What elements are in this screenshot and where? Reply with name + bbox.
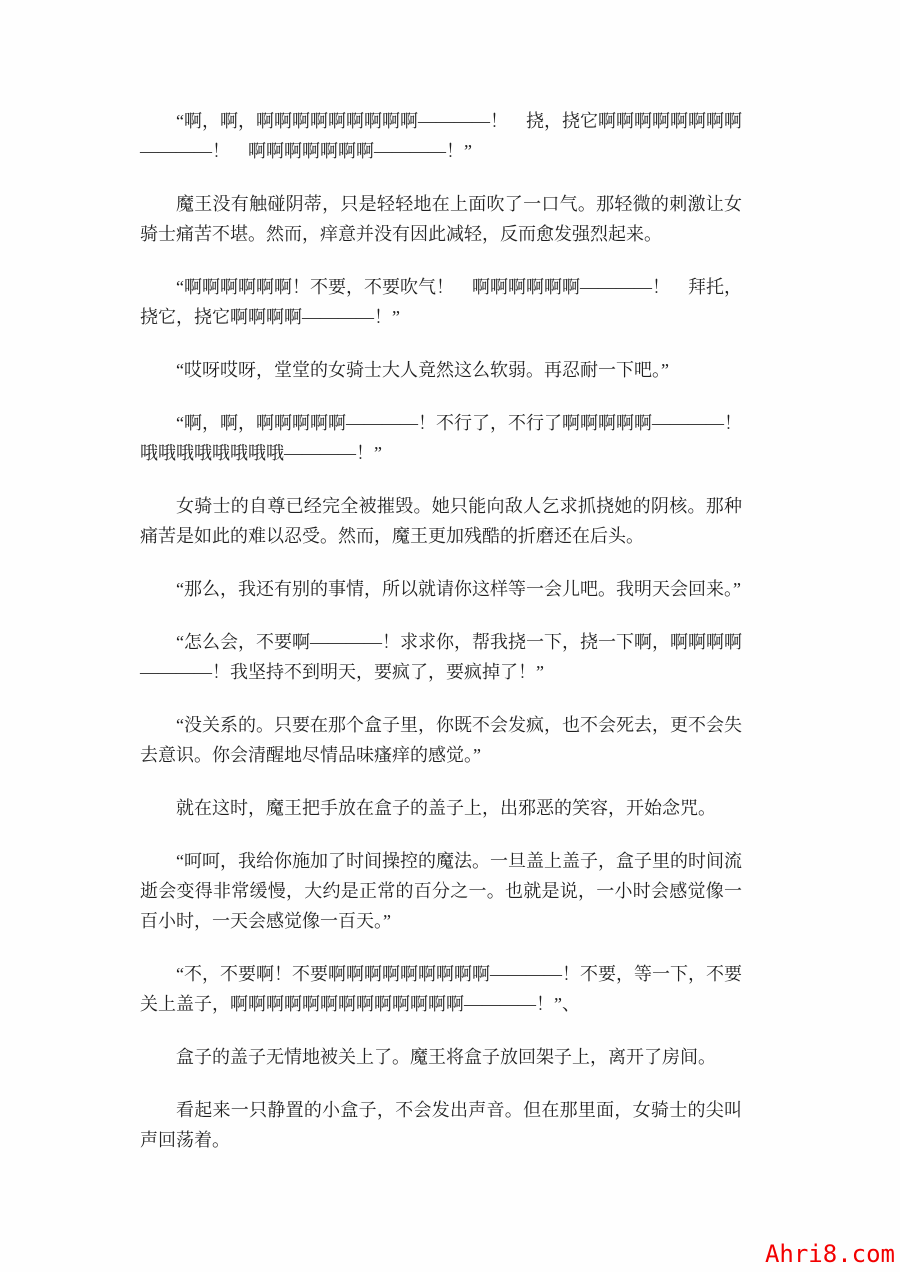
paragraph: 看起来一只静置的小盒子，不会发出声音。但在那里面，女骑士的尖叫声回荡着。 (140, 1100, 742, 1150)
paragraph: “那么，我还有别的事情，所以就请你这样等一会儿吧。我明天会回来。” (176, 579, 741, 599)
paragraph: 女骑士的自尊已经完全被摧毁。她只能向敌人乞求抓挠她的阴核。那种痛苦是如此的难以忍受。然而，魔王更加残酷的折磨还在后头。 (140, 496, 742, 546)
watermark: Ahri8.com (764, 1240, 895, 1268)
paragraph: 就在这时，魔王把手放在盒子的盖子上，出邪恶的笑容，开始念咒。 (176, 798, 716, 818)
paragraph: “怎么会，不要啊————！求求你，帮我挠一下，挠一下啊，啊啊啊啊————！我坚持不到明天，要疯了，要疯掉了！” (140, 632, 742, 682)
document-text (140, 106, 742, 1178)
paragraph: “没关系的。只要在那个盒子里，你既不会发疯，也不会死去，更不会失去意识。你会清醒地尽情品味瘙痒的感觉。” (140, 715, 742, 765)
paragraph: “啊啊啊啊啊啊！不要，不要吹气！ 啊啊啊啊啊啊————！ 拜托，挠它，挠它啊啊啊啊————！” (140, 277, 742, 327)
paragraph: 盒子的盖子无情地被关上了。魔王将盒子放回架子上，离开了房间。 (176, 1047, 716, 1067)
paragraph: “哎呀哎呀，堂堂的女骑士大人竟然这么软弱。再忍耐一下吧。” (176, 360, 669, 380)
paragraph: 魔王没有触碰阴蒂，只是轻轻地在上面吹了一口气。那轻微的刺激让女骑士痛苦不堪。然而，痒意并没有因此减轻，反而愈发强烈起来。 (140, 194, 742, 244)
paragraph: “啊，啊，啊啊啊啊啊————！不行了，不行了啊啊啊啊啊————！哦哦哦哦哦哦哦哦————！” (140, 413, 742, 463)
paragraph: “不，不要啊！不要啊啊啊啊啊啊啊啊啊————！不要，等一下，不要关上盖子，啊啊啊啊啊啊啊啊啊啊啊啊啊————！”、 (140, 964, 742, 1014)
paragraph: “啊，啊，啊啊啊啊啊啊啊啊啊————！ 挠，挠它啊啊啊啊啊啊啊啊————！ 啊啊啊啊啊啊啊————！” (140, 111, 742, 161)
paragraph: “呵呵，我给你施加了时间操控的魔法。一旦盖上盖子，盒子里的时间流逝会变得非常缓慢，大约是正常的百分之一。也就是说，一小时会感觉像一百小时，一天会感觉像一百天。” (140, 851, 742, 931)
